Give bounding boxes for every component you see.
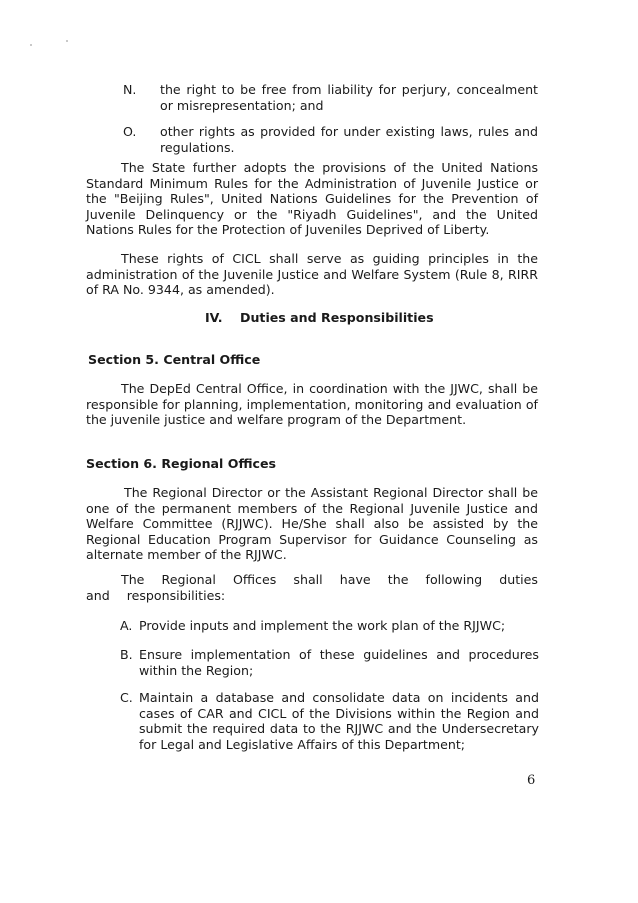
duty-item-c-text: Maintain a database and consolidate data on incidents and cases of CAR and CICL of the Divisions within the Region and submit the required data to the RJJWC and the Undersecretary for Legal and Legislative Affairs of this Department;: [139, 690, 539, 752]
list-item-n-text: the right to be free from liability for perjury, concealment or misrepresentation; and: [160, 82, 538, 113]
part-iv-number: IV.: [205, 310, 223, 325]
paragraph-regional-director: The Regional Director or the Assistant Regional Director shall be one of the permanent members of the Regional Juvenile Justice and Welfare Committee (RJJWC). He/She shall also be assisted by the Regional Education Program Supervisor for Guidance Counseling as alternate member of the RJJWC.: [86, 485, 538, 563]
list-letter-n: N.: [123, 82, 137, 97]
scan-speck: [30, 44, 32, 46]
duty-item-a-text: Provide inputs and implement the work plan of the RJJWC;: [139, 618, 506, 633]
page-number: 6: [527, 773, 536, 788]
list-letter-a: A.: [120, 618, 133, 633]
paragraph-regional-duties: The Regional Offices shall have the following duties and responsibilities:: [86, 572, 538, 603]
list-letter-o: O.: [123, 124, 137, 139]
duty-item-b-text: Ensure implementation of these guidelines and procedures within the Region;: [139, 647, 539, 678]
section-6-heading: Section 6. Regional Offices: [86, 456, 276, 471]
paragraph-central-office: The DepEd Central Office, in coordination with the JJWC, shall be responsible for planning, implementation, monitoring and evaluation of the juvenile justice and welfare program of the Department.: [86, 381, 538, 428]
list-item-o-text: other rights as provided for under existing laws, rules and regulations.: [160, 124, 538, 155]
part-iv-title: Duties and Responsibilities: [240, 310, 434, 325]
paragraph-rights-guiding: These rights of CICL shall serve as guiding principles in the administration of the Juvenile Justice and Welfare System (Rule 8, RIRR of RA No. 9344, as amended).: [86, 251, 538, 298]
list-letter-b: B.: [120, 647, 133, 662]
scan-speck: [66, 40, 68, 42]
paragraph-state-adopts: The State further adopts the provisions of the United Nations Standard Minimum Rules for the Administration of Juvenile Justice or the "Beijing Rules", United Nations Guidelines for the Prevention of Juvenile Delinquency or the "Riyadh Guidelines", and the United Nations Rules for the Protection of Juveniles Deprived of Liberty.: [86, 160, 538, 238]
section-5-heading: Section 5. Central Office: [88, 352, 261, 367]
list-letter-c: C.: [120, 690, 133, 705]
